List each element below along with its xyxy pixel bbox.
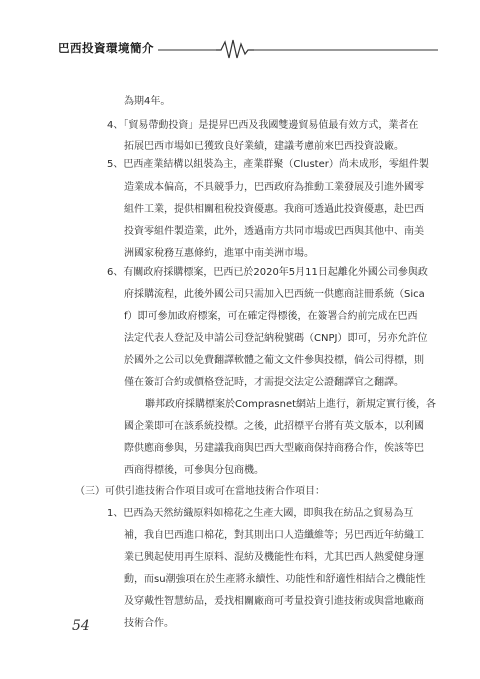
text-line: 洲國家稅務互惠條約，進軍中南美洲市場。 — [124, 248, 314, 259]
text-line: 5、巴西產業結構以組裝為主，產業群聚（Cluster）尚未成形，零組件製 — [107, 159, 429, 170]
text-line: 投資零組件製造業，此外，透過南方共同市場或巴西與其他中、南美 — [124, 226, 424, 237]
text-line: 業已興起使用再生原料、混紡及機能性布料，尤其巴西人熱愛健身運 — [124, 552, 424, 563]
header-title: 巴西投資環境簡介 — [58, 41, 154, 55]
text-line: 國企業即可在該系統投標。之後，此招標平台將有英文版本，以利國 — [124, 421, 424, 432]
text-line: 於國外之公司以免費翻譯軟體之葡文文件參與投標，倘公司得標，則 — [124, 355, 424, 366]
text-line: 補，我自巴西進口棉花，對其則出口人造纖維等；另巴西近年紡織工 — [124, 530, 424, 541]
text-line: 技術合作。 — [124, 618, 174, 629]
text-line: 組件工業，提供相關租稅投資優惠。我商可透過此投資優惠，赴巴西 — [124, 204, 424, 215]
text-line: 造業成本偏高，不具競爭力，巴西政府為推動工業發展及引進外國零 — [124, 182, 424, 193]
page-number: 54 — [72, 618, 90, 634]
text-line: 為期4年。 — [124, 96, 171, 107]
text-line: 西商得標後，可參與分包商機。 — [124, 465, 264, 476]
text-line: 動，而su潮強項在於生產將永續性、功能性和舒適性相結合之機能性 — [124, 574, 426, 585]
text-line: 1、巴西為天然紡織原料如棉花之生產大國，即與我在紡品之貿易為互 — [107, 508, 414, 519]
text-line: 6、有關政府採購標案，巴西已於2020年5月11日起離化外國公司參與政 — [107, 267, 428, 278]
text-line: 及穿戴性智慧紡品，爰找相關廠商可考量投資引進技術或與當地廠商 — [124, 596, 424, 607]
text-line: 府採購流程，此後外國公司只需加入巴西統一供應商註冊系統（Sica — [124, 289, 425, 300]
text-line: f）即可參加政府標案，可在確定得標後，在簽署合約前完成在巴西 — [124, 311, 418, 322]
text-line: 法定代表人登記及申請公司登記納稅號碼（CNPJ）即可，另亦允許位 — [124, 333, 428, 344]
text-line: 拓展巴西市場如已獲致良好業績，建議考慮前來巴西投資設廠。 — [124, 141, 404, 152]
text-line: 4、「貿易帶動投資」是提昇巴西及我國雙邊貿易值最有效方式，業者在 — [107, 120, 419, 131]
text-line: 聯邦政府採購標案於Comprasnet網站上進行，新規定實行後，各 — [145, 399, 437, 410]
text-line: 際供應商參與，另建議我商與巴西大型廠商保持商務合作，俟該等巴 — [124, 443, 424, 454]
section-heading: （三）可供引進技術合作項目或可在當地技術合作項目： — [75, 486, 325, 497]
text-line: 僅在簽訂合約或價格登記時，才需提交法定公證翻譯官之翻譯。 — [124, 377, 404, 388]
running-header — [58, 38, 438, 60]
